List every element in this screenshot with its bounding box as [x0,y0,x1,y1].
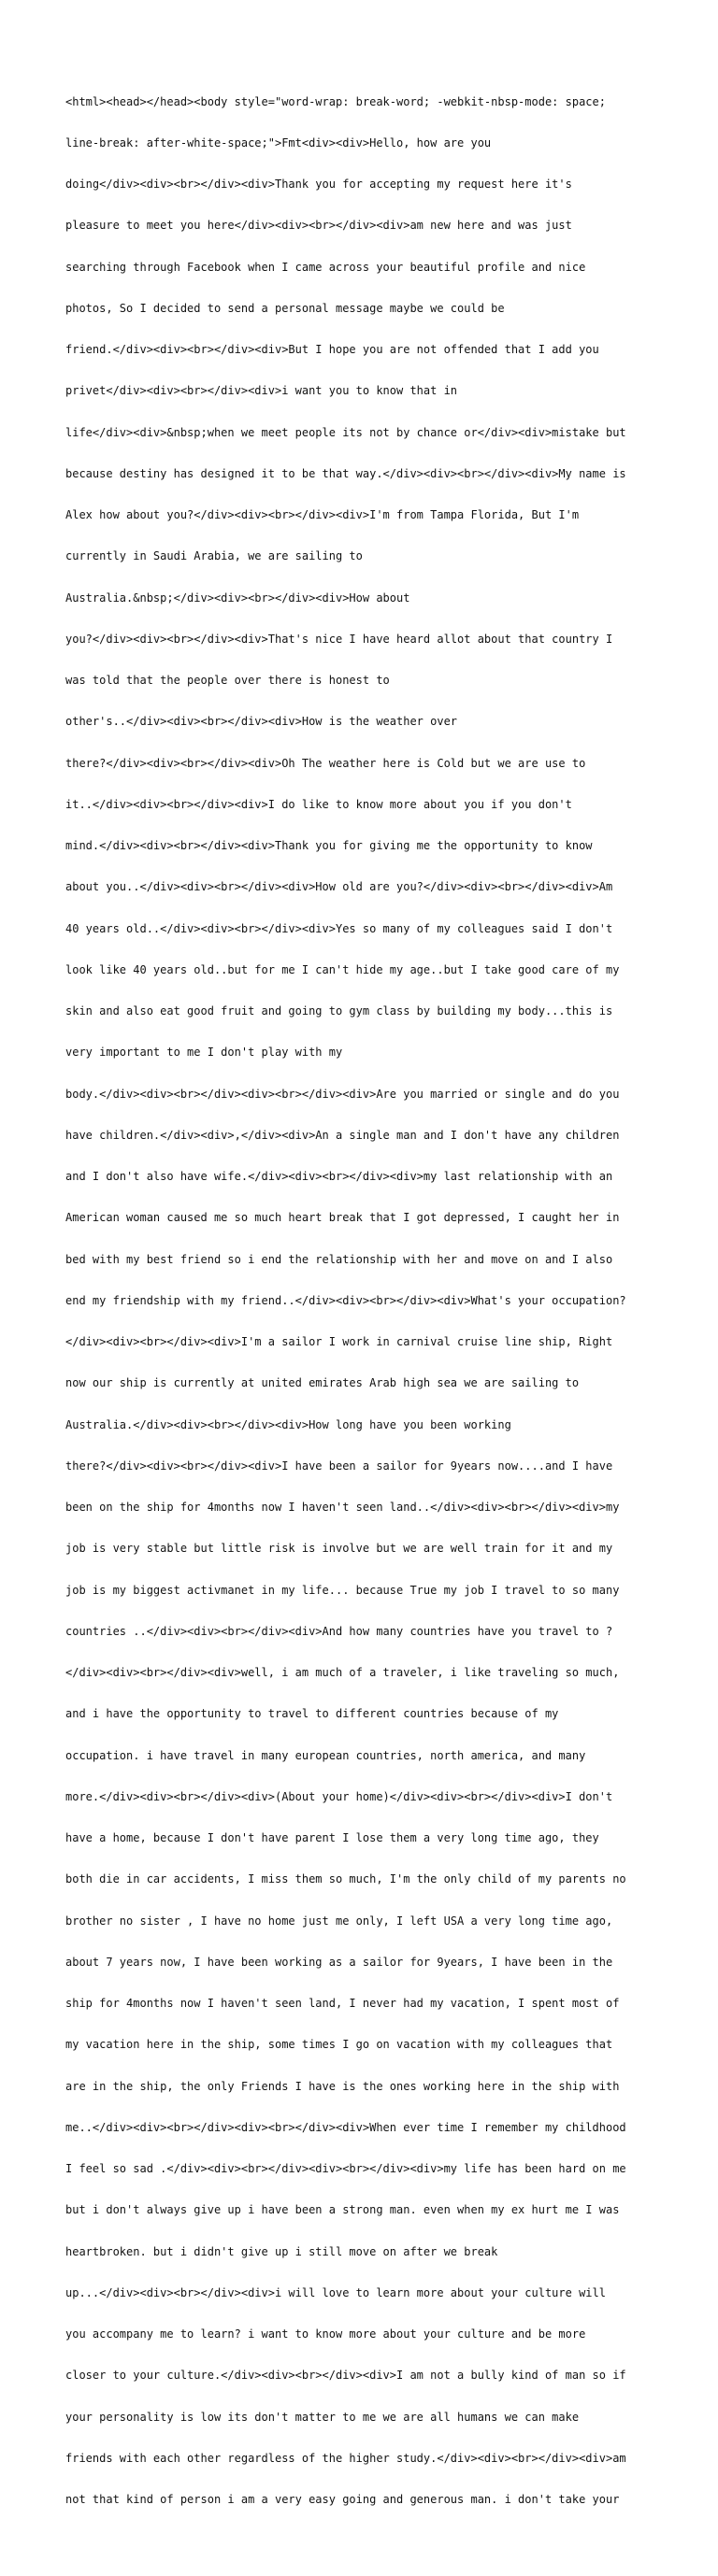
text-line: doing</div><div><br></div><div>Thank you for accepting my request here it's [65,178,572,191]
text-line: <html><head></head><body style="word-wrap: break-word; -webkit-nbsp-mode: space; [65,94,606,108]
text-line: are in the ship, the only Friends I have is the ones working here in the ship with [65,2079,620,2093]
text-line: was told that the people over there is honest to [65,674,390,687]
text-line: there?</div><div><br></div><div>I have been a sailor for 9years now....and I have [65,1459,613,1473]
text-line: you accompany me to learn? i want to know more about your culture and be more [65,2327,586,2341]
text-line: life</div><div>&nbsp;when we meet people its not by chance or</div><div>mistake but [65,425,626,439]
text-line: other's..</div><div><br></div><div>How is the weather over [65,715,458,729]
text-line: been on the ship for 4months now I haven't seen land..</div><div><br></div><div>my [65,1501,620,1514]
text-line: my vacation here in the ship, some times I go on vacation with my colleagues that [65,2038,613,2052]
html-source-text [65,67,718,2576]
text-line: mind.</div><div><br></div><div>Thank you for giving me the opportunity to know [65,839,593,852]
text-line: skin and also eat good fruit and going to gym class by building my body...this is [65,1004,613,1018]
text-line: job is my biggest activmanet in my life... because True my job I travel to so many [65,1583,620,1597]
text-line: end my friendship with my friend..</div><div><br></div><div>What's your occupation? [65,1293,626,1307]
text-line: and i have the opportunity to travel to different countries because of my [65,1707,559,1721]
text-line: Australia.</div><div><br></div><div>How long have you been working [65,1417,511,1431]
text-line: both die in car accidents, I miss them so much, I'm the only child of my parents no [65,1872,626,1886]
text-line: have a home, because I don't have parent I lose them a very long time ago, they [65,1831,599,1844]
text-line: very important to me I don't play with my [65,1046,343,1060]
text-line: about you..</div><div><br></div><div>How old are you?</div><div><br></div><div>Am [65,880,613,894]
text-line: Alex how about you?</div><div><br></div><div>I'm from Tampa Florida, But I'm [65,508,580,521]
text-line: ship for 4months now I haven't seen land, I never had my vacation, I spent most of [65,1997,620,2010]
text-line: now our ship is currently at united emirates Arab high sea we are sailing to [65,1376,580,1390]
text-line: job is very stable but little risk is involve but we are well train for it and my [65,1542,613,1556]
text-line: </div><div><br></div><div>I'm a sailor I work in carnival cruise line ship, Right [65,1335,613,1348]
text-line: line-break: after-white-space;">Fmt<div><div>Hello, how are you [65,135,492,149]
text-line: your personality is low its don't matter to me we are all humans we can make [65,2410,580,2424]
text-line: countries ..</div><div><br></div><div>And how many countries have you travel to ? [65,1624,613,1638]
text-line: not that kind of person i am a very easy going and generous man. i don't take your [65,2493,620,2506]
text-line: up...</div><div><br></div><div>i will love to learn more about your culture will [65,2285,606,2299]
text-line: brother no sister , I have no home just me only, I left USA a very long time ago, [65,1914,613,1928]
text-line: closer to your culture.</div><div><br></div><div>I am not a bully kind of man so if [65,2369,626,2383]
text-line: body.</div><div><br></div><div><br></div><div>Are you married or single and do you [65,1087,620,1101]
text-line: you?</div><div><br></div><div>That's nice I have heard allot about that country I [65,632,613,646]
text-line: have children.</div><div>,</div><div>An a single man and I don't have any children [65,1128,620,1142]
text-line: because destiny has designed it to be that way.</div><div><br></div><div>My name is [65,466,626,480]
text-line: look like 40 years old..but for me I can't hide my age..but I take good care of my [65,962,620,976]
text-line: more.</div><div><br></div><div>(About your home)</div><div><br></div><div>I don't [65,1789,613,1803]
text-line: photos, So I decided to send a personal message maybe we could be [65,301,505,315]
text-line: there?</div><div><br></div><div>Oh The weather here is Cold but we are use to [65,756,586,770]
text-line: 40 years old..</div><div><br></div><div>Yes so many of my colleagues said I don't [65,921,613,935]
text-line: currently in Saudi Arabia, we are sailing to [65,549,363,563]
text-line: heartbroken. but i didn't give up i still move on after we break [65,2244,498,2258]
text-line: searching through Facebook when I came across your beautiful profile and nice [65,260,586,274]
text-line: but i don't always give up i have been a strong man. even when my ex hurt me I was [65,2203,620,2217]
text-line: privet</div><div><br></div><div>i want you to know that in [65,384,458,398]
text-line: friend.</div><div><br></div><div>But I hope you are not offended that I add you [65,343,599,356]
text-line: friends with each other regardless of the higher study.</div><div><br></div><div>am [65,2451,626,2465]
text-line [65,2534,718,2548]
text-line: Australia.&nbsp;</div><div><br></div><div>How about [65,591,410,605]
text-line: American woman caused me so much heart break that I got depressed, I caught her in [65,1211,620,1225]
text-line: I feel so sad .</div><div><br></div><div><br></div><div>my life has been hard on me [65,2162,626,2175]
text-line: it..</div><div><br></div><div>I do like to know more about you if you don't [65,797,572,811]
text-line: and I don't also have wife.</div><div><br></div><div>my last relationship with an [65,1170,613,1183]
text-line: pleasure to meet you here</div><div><br></div><div>am new here and was just [65,219,572,233]
text-line: me..</div><div><br></div><div><br></div><div>When ever time I remember my childhood [65,2120,626,2134]
text-line: about 7 years now, I have been working as a sailor for 9years, I have been in the [65,1955,613,1969]
text-line: bed with my best friend so i end the relationship with her and move on and I also [65,1252,613,1266]
text-line: occupation. i have travel in many european countries, north america, and many [65,1748,586,1762]
text-line: </div><div><br></div><div>well, i am much of a traveler, i like traveling so much, [65,1666,620,1679]
